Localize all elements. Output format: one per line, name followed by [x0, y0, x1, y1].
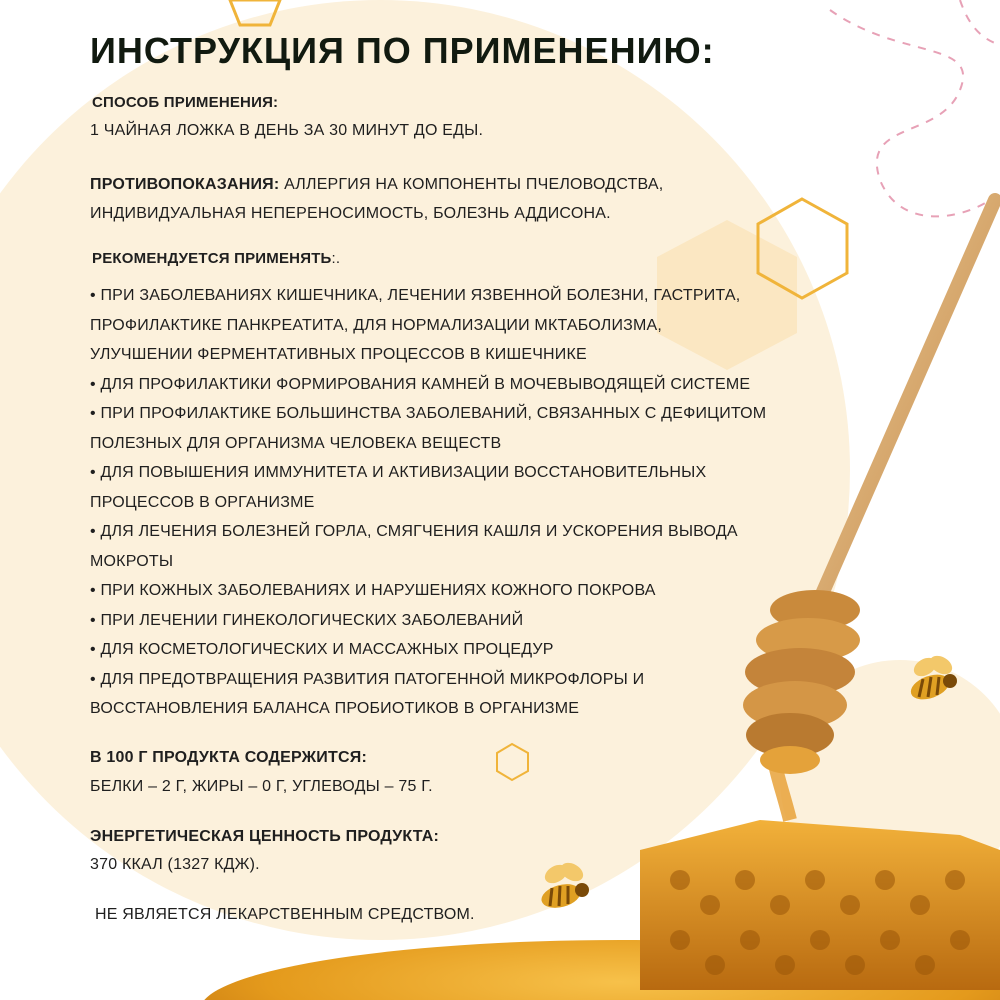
- recommended-list-item: • ДЛЯ ПРЕДОТВРАЩЕНИЯ РАЗВИТИЯ ПАТОГЕННОЙ МИКРОФЛОРЫ И: [90, 670, 645, 688]
- recommended-list-item: • ПРИ КОЖНЫХ ЗАБОЛЕВАНИЯХ И НАРУШЕНИЯХ КОЖНОГО ПОКРОВА: [90, 582, 656, 599]
- contraindications-line-1: [90, 170, 663, 199]
- recommended-list-item: • ДЛЯ ПРОФИЛАКТИКИ ФОРМИРОВАНИЯ КАМНЕЙ В МОЧЕВЫВОДЯЩЕЙ СИСТЕМЕ: [90, 375, 751, 393]
- nutrition-heading: В 100 Г ПРОДУКТА СОДЕРЖИТСЯ:: [90, 749, 367, 766]
- recommended-list-item: • ДЛЯ ЛЕЧЕНИЯ БОЛЕЗНЕЙ ГОРЛА, СМЯГЧЕНИЯ КАШЛЯ И УСКОРЕНИЯ ВЫВОДА: [90, 523, 738, 540]
- bee-icon: [528, 862, 598, 922]
- contraindications-heading: ПРОТИВОПОКАЗАНИЯ:: [90, 176, 280, 193]
- recommended-list-item: УЛУЧШЕНИИ ФЕРМЕНТАТИВНЫХ ПРОЦЕССОВ В КИШЕЧНИКЕ: [90, 346, 587, 363]
- contraindications-text: АЛЛЕРГИЯ НА КОМПОНЕНТЫ ПЧЕЛОВОДСТВА,: [279, 176, 664, 193]
- recommended-heading-line: [92, 244, 340, 273]
- bee-icon: [895, 655, 965, 715]
- recommended-list-item: • ПРИ ЗАБОЛЕВАНИЯХ КИШЕЧНИКА, ЛЕЧЕНИИ ЯЗВЕННОЙ БОЛЕЗНИ, ГАСТРИТА,: [90, 287, 741, 304]
- energy-text: 370 ККАЛ (1327 КДЖ).: [90, 856, 260, 873]
- recommended-heading: РЕКОМЕНДУЕТСЯ ПРИМЕНЯТЬ: [92, 250, 332, 267]
- usage-heading: СПОСОБ ПРИМЕНЕНИЯ:: [92, 94, 279, 111]
- recommended-list-item: ПРОЦЕССОВ В ОРГАНИЗМЕ: [90, 493, 315, 511]
- recommended-list-item: • ДЛЯ КОСМЕТОЛОГИЧЕСКИХ И МАССАЖНЫХ ПРОЦЕДУР: [90, 641, 554, 658]
- disclaimer: НЕ ЯВЛЯЕТСЯ ЛЕКАРСТВЕННЫМ СРЕДСТВОМ.: [95, 906, 475, 923]
- recommended-list-item: МОКРОТЫ: [90, 552, 174, 570]
- recommended-list-item: • ДЛЯ ПОВЫШЕНИЯ ИММУНИТЕТА И АКТИВИЗАЦИИ ВОССТАНОВИТЕЛЬНЫХ: [90, 464, 707, 481]
- recommended-list-item: • ПРИ ПРОФИЛАКТИКЕ БОЛЬШИНСТВА ЗАБОЛЕВАНИЙ, СВЯЗАННЫХ С ДЕФИЦИТОМ: [90, 405, 767, 422]
- recommended-list-item: ПОЛЕЗНЫХ ДЛЯ ОРГАНИЗМА ЧЕЛОВЕКА ВЕЩЕСТВ: [90, 434, 502, 452]
- energy-heading: ЭНЕРГЕТИЧЕСКАЯ ЦЕННОСТЬ ПРОДУКТА:: [90, 828, 439, 845]
- recommended-heading-suffix: :.: [331, 250, 341, 267]
- contraindications-line-2: ИНДИВИДУАЛЬНАЯ НЕПЕРЕНОСИМОСТЬ, БОЛЕЗНЬ АДДИСОНА.: [90, 205, 611, 222]
- recommended-list-item: • ПРИ ЛЕЧЕНИИ ГИНЕКОЛОГИЧЕСКИХ ЗАБОЛЕВАНИЙ: [90, 611, 524, 629]
- recommended-list-item: ПРОФИЛАКТИКЕ ПАНКРЕАТИТА, ДЛЯ НОРМАЛИЗАЦИИ МКТАБОЛИЗМА,: [90, 316, 663, 334]
- usage-text: 1 ЧАЙНАЯ ЛОЖКА В ДЕНЬ ЗА 30 МИНУТ ДО ЕДЫ.: [90, 122, 484, 139]
- recommended-list-item: ВОССТАНОВЛЕНИЯ БАЛАНСА ПРОБИОТИКОВ В ОРГАНИЗМЕ: [90, 700, 580, 717]
- page-title: ИНСТРУКЦИЯ ПО ПРИМЕНЕНИЮ:: [90, 30, 715, 71]
- nutrition-text: БЕЛКИ – 2 Г, ЖИРЫ – 0 Г, УГЛЕВОДЫ – 75 Г.: [90, 778, 433, 795]
